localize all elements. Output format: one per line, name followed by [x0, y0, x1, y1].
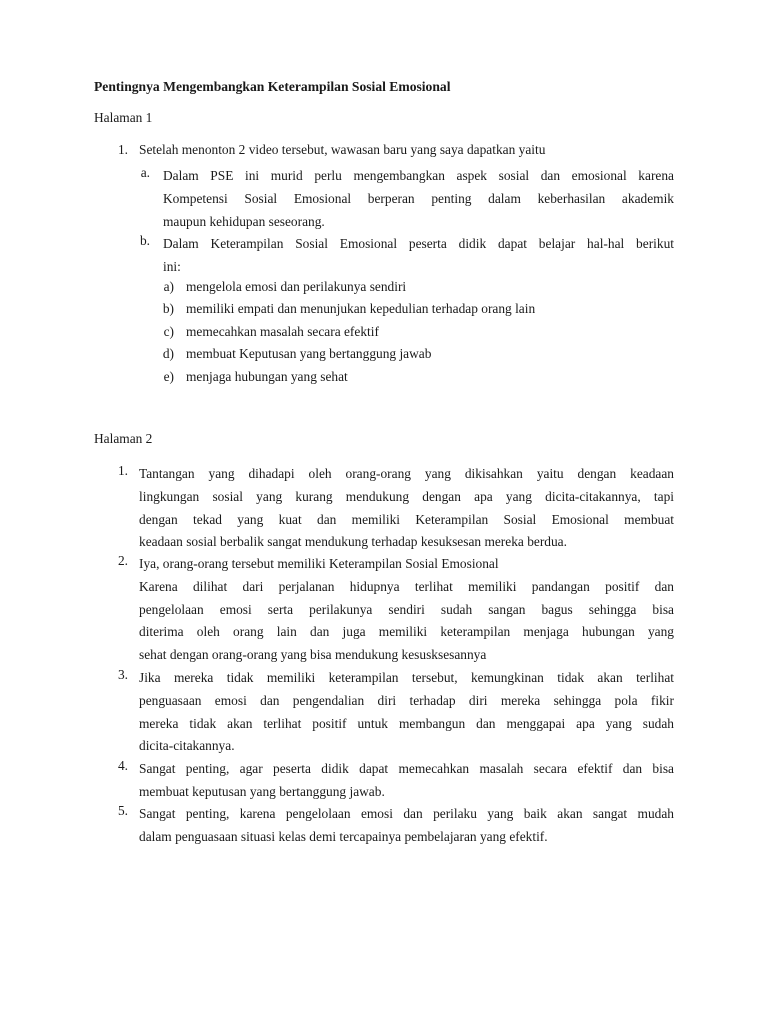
list-number: 5.	[117, 803, 128, 818]
paragraph-line: Dalam PSE ini murid perlu mengembangkan aspek sosial dan emosional karena	[163, 168, 674, 183]
paragraph-line: Sangat penting, karena pengelolaan emosi dan perilaku yang baik akan sangat mudah	[139, 806, 674, 821]
list-number: 4.	[117, 758, 128, 773]
paragraph-line: Jika mereka tidak memiliki keterampilan tersebut, kemungkinan tidak akan terlihat	[139, 670, 674, 685]
list-number: a.	[140, 165, 150, 180]
page2-heading: Halaman 2	[94, 431, 153, 446]
list-number: d)	[162, 346, 174, 361]
list-item-text: menjaga hubungan yang sehat	[186, 369, 348, 384]
list-number: e)	[163, 369, 174, 384]
paragraph-line: lingkungan sosial yang kurang mendukung dengan apa yang dicita-citakannya, tapi	[139, 488, 674, 504]
document-title: Pentingnya Mengembangkan Keterampilan Sosial Emosional	[94, 79, 451, 94]
list-number: b.	[139, 233, 150, 248]
list-number: 3.	[117, 667, 128, 682]
paragraph-line: Karena dilihat dari perjalanan hidupnya terlihat memiliki pandangan positif dan	[139, 578, 674, 594]
paragraph-line: Sangat penting, agar peserta didik dapat memecahkan masalah secara efektif dan bisa	[139, 761, 674, 776]
paragraph-line: membuat keputusan yang bertanggung jawab.	[139, 783, 385, 799]
list-item-text: memecahkan masalah secara efektif	[186, 324, 379, 339]
list-number: 1.	[117, 463, 128, 478]
list-item-text: Setelah menonton 2 video tersebut, wawasan baru yang saya dapatkan yaitu	[139, 142, 546, 157]
paragraph-line: penguasaan emosi dan pengendalian diri terhadap diri mereka sehingga pola fikir	[139, 692, 674, 708]
list-number: a)	[163, 279, 174, 294]
page1-heading: Halaman 1	[94, 110, 153, 125]
list-number: c)	[163, 324, 174, 339]
paragraph-line: diterima oleh orang lain dan juga memiliki keterampilan menjaga hubungan yang	[139, 624, 674, 640]
list-number: b)	[162, 301, 174, 316]
paragraph-line: Dalam Keterampilan Sosial Emosional peserta didik dapat belajar hal-hal berikut	[163, 236, 674, 251]
list-item-text: mengelola emosi dan perilakunya sendiri	[186, 279, 407, 294]
paragraph-line: Tantangan yang dihadapi oleh orang-orang yang dikisahkan yaitu dengan keadaan	[139, 466, 674, 481]
paragraph-line: dicita-citakannya.	[139, 738, 235, 754]
paragraph-line: keadaan sosial berbalik sangat mendukung terhadap kesuksesan mereka berdua.	[139, 534, 567, 550]
list-item-text: memiliki empati dan menunjukan kepedulian terhadap orang lain	[186, 301, 536, 316]
paragraph-line: sehat dengan orang-orang yang bisa mendukung kesusksesannya	[139, 647, 487, 663]
list-number: 2.	[117, 553, 128, 568]
paragraph-line: mereka tidak akan terlihat positif untuk membangun dan menggapai apa yang sudah	[139, 715, 674, 731]
paragraph-line: pengelolaan emosi serta perilakunya sendiri sudah sangan bagus sehingga bisa	[139, 601, 674, 617]
paragraph-line: dengan tekad yang kuat dan memiliki Keterampilan Sosial Emosional membuat	[139, 511, 674, 527]
paragraph-line: Kompetensi Sosial Emosional berperan penting dalam keberhasilan akademik	[163, 190, 674, 206]
paragraph-line: dalam penguasaan situasi kelas demi tercapainya pembelajaran yang efektif.	[139, 828, 548, 844]
paragraph-line: Iya, orang-orang tersebut memiliki Keterampilan Sosial Emosional	[139, 556, 499, 571]
paragraph-line: ini:	[163, 258, 181, 274]
list-item-text: membuat Keputusan yang bertanggung jawab	[186, 346, 432, 361]
paragraph-line: maupun kehidupan seseorang.	[163, 213, 325, 229]
list-number: 1.	[117, 142, 128, 157]
